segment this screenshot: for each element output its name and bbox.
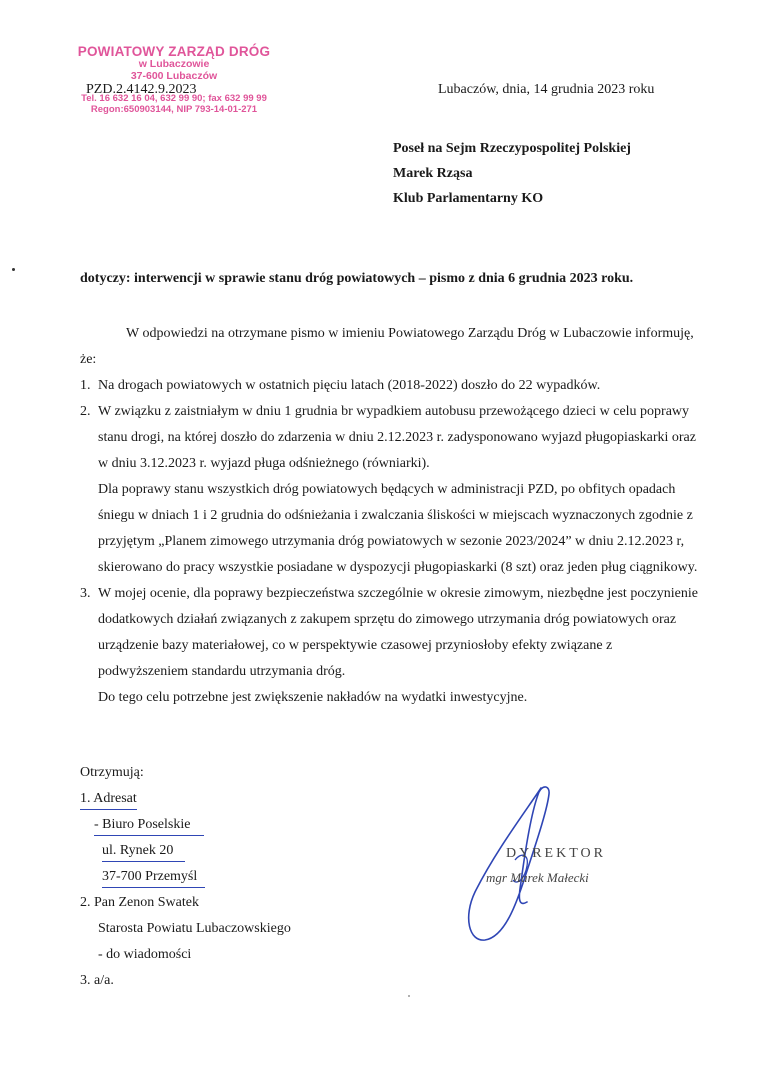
scan-speck xyxy=(408,995,410,997)
recipient-line: 37-700 Przemyśl xyxy=(102,867,205,888)
recipient-line: - Biuro Poselskie xyxy=(94,815,204,836)
addressee-line: Marek Rząsa xyxy=(393,166,473,181)
stamp-line: POWIATOWY ZARZĄD DRÓG xyxy=(77,44,271,59)
item-number: 3. xyxy=(80,586,91,601)
list-item xyxy=(80,581,700,711)
item-text: W związku z zaistniałym w dniu 1 grudnia br wypadkiem autobusu przewożącego dzieci w celu poprawy stanu drogi, na której doszło do zdarzenia w dniu 2.12.2023 r. zadysponowano wyjazd pługopiaskarki oraz w dniu 3.12.2023 r. wyjazd pługa odśnieżnego (równiarki). xyxy=(98,404,696,471)
item-text: W mojej ocenie, dla poprawy bezpieczeństwa szczególnie w okresie zimowym, niezbędne jest poczynienie dodatkowych działań związanych z zakupem sprzętu do zimowego utrzymania dróg powiatowych oraz urządzenie bazy materiałowej, co w perspektywie czasowej przyniosłoby efekty związane z podwyższeniem standardu utrzymania dróg. xyxy=(98,586,698,679)
stamp-line: Regon:650903144, NIP 793-14-01-271 xyxy=(90,103,258,115)
item-text-group xyxy=(98,581,700,711)
recipient-line: - do wiadomości xyxy=(98,947,192,962)
addressee-line: Poseł na Sejm Rzeczypospolitej Polskiej xyxy=(393,141,631,156)
stamp-line: 37-600 Lubaczów xyxy=(130,69,218,82)
signature-name: mgr Marek Małecki xyxy=(486,870,589,885)
list-item xyxy=(80,399,700,581)
recipient-line: 1. Adresat xyxy=(80,789,137,810)
subject-line: dotyczy: interwencji w sprawie stanu dróg powiatowych – pismo z dnia 6 grudnia 2023 roku. xyxy=(80,271,634,286)
item-text: Do tego celu potrzebne jest zwiększenie nakładów na wydatki inwestycyjne. xyxy=(98,690,528,705)
item-text: Na drogach powiatowych w ostatnich pięciu latach (2018-2022) doszło do 22 wypadków. xyxy=(98,378,601,393)
list-item xyxy=(80,373,700,399)
office-stamp xyxy=(60,44,288,116)
addressee-line: Klub Parlamentarny KO xyxy=(393,191,544,206)
recipient-line: ul. Rynek 20 xyxy=(102,841,185,862)
stamp-line: w Lubaczowie xyxy=(138,58,210,71)
recipient-line: Starosta Powiatu Lubaczowskiego xyxy=(98,921,291,936)
letter-body xyxy=(80,321,700,711)
recipients-heading: Otrzymują: xyxy=(80,765,144,780)
signature-block xyxy=(486,846,636,886)
reference-number: PZD.2.4142.9.2023 xyxy=(86,82,197,97)
recipients-list xyxy=(80,760,291,994)
date-line: Lubaczów, dnia, 14 grudnia 2023 roku xyxy=(438,82,655,97)
intro-paragraph: W odpowiedzi na otrzymane pismo w imieniu Powiatowego Zarządu Dróg w Lubaczowie informuję, że: xyxy=(80,326,694,367)
signature-title: DYREKTOR xyxy=(506,846,606,861)
addressee-block xyxy=(393,136,631,211)
item-text: Dla poprawy stanu wszystkich dróg powiatowych będących w administracji PZD, po obfitych opadach śniegu w dniach 1 i 2 grudnia do odśnieżania i zwalczania śliskości w miejscach wyznaczonych zgodnie z przyjętym „Planem zimowego utrzymania dróg powiatowych w sezonie 2023/2024” w dniu 2.12.2023 r, skierowano do pracy wszystkie posiadane w dyspozycji pługopiaskarki (8 szt) oraz jeden pług ciągnikowy. xyxy=(98,482,698,575)
stamp-line: Tel. 16 632 16 04, 632 99 90; fax 632 99 99 xyxy=(81,93,267,105)
recipient-line: 3. a/a. xyxy=(80,973,114,988)
item-number: 1. xyxy=(80,378,91,393)
item-number: 2. xyxy=(80,404,91,419)
recipient-line: 2. Pan Zenon Swatek xyxy=(80,895,199,910)
item-text-group xyxy=(98,399,700,581)
scan-speck xyxy=(12,268,15,271)
